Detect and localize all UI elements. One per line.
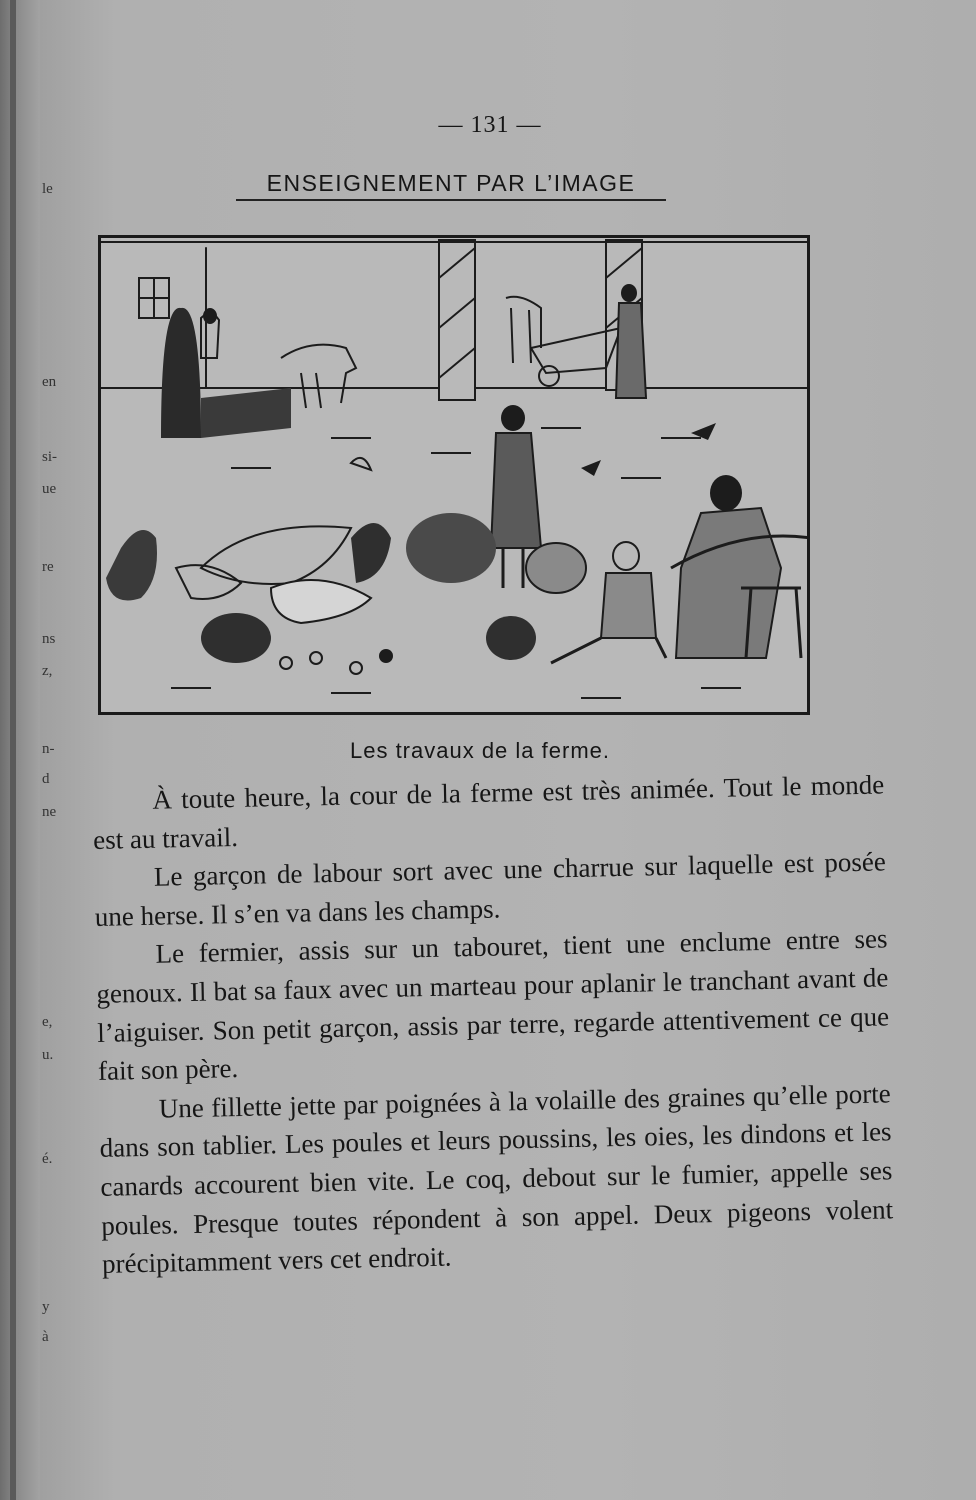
paragraph: Le fermier, assis sur un tabouret, tient une enclume entre ses genoux. Il bat sa faux avec un marteau pour aplanir le tranchant avant de l’aiguiser. Son petit garçon, assis par terre, regarde attentivement ce que fait son père. [96,923,890,1087]
margin-fragment: y [42,1299,50,1315]
margin-fragment: u. [42,1047,54,1063]
margin-fragment: ns [42,631,56,647]
margin-fragment: d [42,771,50,787]
margin-fragment: n- [42,741,55,757]
margin-fragment: si- [42,449,57,465]
paragraph: À toute heure, la cour de la ferme est très animée. Tout le monde est au travail. [92,769,885,855]
paragraph: Une fillette jette par poignées à la volaille des graines qu’elle porte dans son tablier. Les poules et leurs poussins, les oies, les dindons et les canards accourent bien vite. Le coq, debout sur le fumier, appelle ses poules. Presque toutes répondent à son appel. Deux pigeons volent précipitamment vers cet endroit. [99,1078,894,1280]
body-text [92,765,894,1283]
figure-caption: Les travaux de la ferme. [349,738,610,763]
margin-fragment: e, [42,1014,53,1030]
section-title: ENSEIGNEMENT PAR L’IMAGE [236,170,666,201]
margin-fragment: ue [42,481,57,497]
farmyard-engraving [101,238,807,712]
book-page [40,0,976,1500]
gutter-shadow [10,0,16,1500]
margin-fragment: re [42,559,54,575]
margin-fragment: le [42,181,53,197]
margin-fragment: à [42,1329,49,1345]
margin-fragment: en [42,374,57,390]
paragraph: Le garçon de labour sort avec une charrue sur laquelle est posée une herse. Il s’en va dans les champs. [94,846,887,932]
margin-fragment: z, [42,663,53,679]
farm-illustration [98,235,810,715]
book-gutter [0,0,40,1500]
margin-fragment: ne [42,804,57,820]
margin-fragment: é. [42,1151,53,1167]
page-number: — 131 — [438,112,542,138]
